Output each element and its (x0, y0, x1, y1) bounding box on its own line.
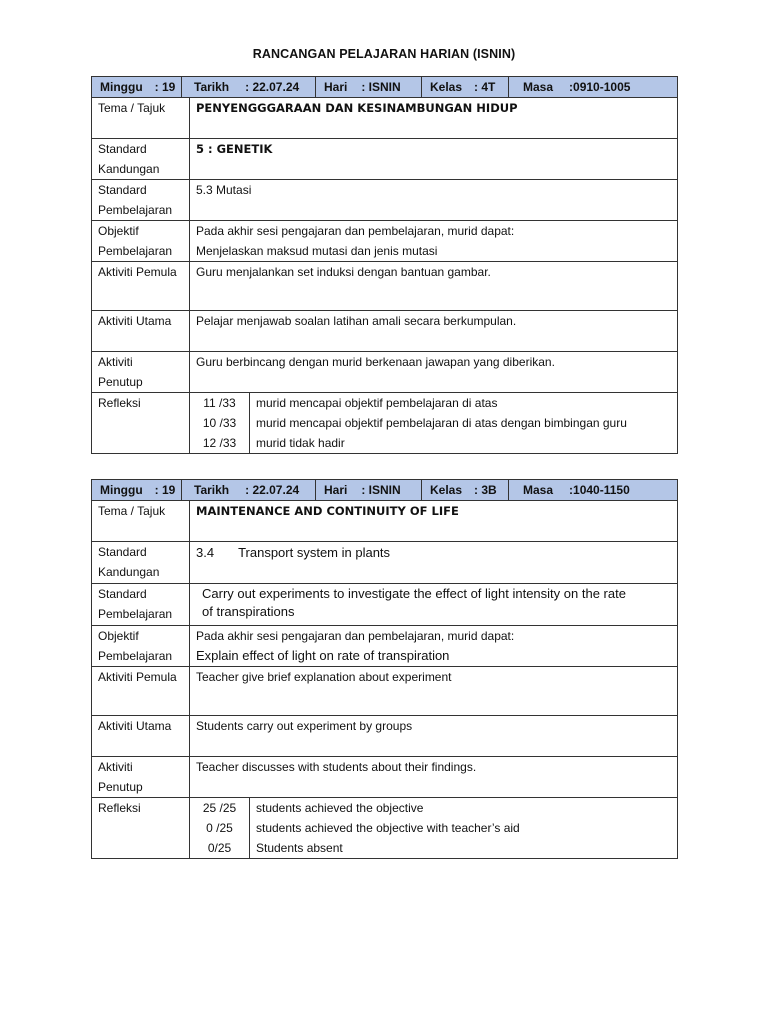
standard-pembelajaran-value: Carry out experiments to investigate the effect of light intensity on the rate of transpirations (190, 584, 678, 626)
masa-cell (509, 77, 677, 97)
hari-cell (316, 480, 422, 500)
masa-value: :0910-1005 (569, 79, 631, 94)
aktiviti-pemula-value: Guru menjalankan set induksi dengan bantuan gambar. (190, 262, 678, 311)
tarikh-cell (182, 480, 316, 500)
minggu-value: : 19 (154, 482, 176, 497)
lesson-plan-table-1 (91, 76, 678, 454)
refleksi-row (92, 393, 678, 454)
aktiviti-penutup-label: Aktiviti Penutup (92, 352, 190, 393)
tarikh-cell (182, 77, 316, 97)
tema-label: Tema / Tajuk (92, 501, 190, 542)
tarikh-label: Tarikh (194, 482, 230, 497)
aktiviti-pemula-row (92, 667, 678, 716)
refleksi-label: Refleksi (92, 798, 190, 859)
header-row (92, 480, 678, 501)
tema-value: PENYENGGGARAAN DAN KESINAMBUNGAN HIDUP (190, 98, 678, 139)
masa-value: :1040-1150 (569, 482, 630, 497)
refleksi-count: 0/25 (207, 841, 232, 855)
standard-pembelajaran-label: Standard Pembelajaran (92, 584, 190, 626)
kelas-label: Kelas (430, 79, 463, 94)
standard-kandungan-value: 5 : GENETIK (190, 139, 678, 180)
refleksi-descriptions (250, 393, 678, 454)
aktiviti-utama-row (92, 716, 678, 757)
minggu-cell (92, 77, 182, 97)
objektif-value: Pada akhir sesi pengajaran dan pembelajaran, murid dapat: Menjelaskan maksud mutasi dan jenis mutasi (190, 221, 678, 262)
hari-label: Hari (324, 482, 348, 497)
refleksi-count: 12 /33 (202, 436, 237, 450)
tarikh-value: : 22.07.24 (245, 482, 300, 497)
standard-kandungan-label: Standard Kandungan (92, 542, 190, 584)
header-row (92, 77, 678, 98)
standard-kandungan-label: Standard Kandungan (92, 139, 190, 180)
kelas-value: : 3B (474, 482, 497, 497)
tema-row (92, 501, 678, 542)
aktiviti-utama-value: Students carry out experiment by groups (190, 716, 678, 757)
aktiviti-pemula-value: Teacher give brief explanation about experiment (190, 667, 678, 716)
refleksi-desc: students achieved the objective (256, 801, 424, 815)
refleksi-desc: murid tidak hadir (256, 436, 345, 450)
hari-value: : ISNIN (361, 482, 401, 497)
masa-label: Masa (523, 79, 554, 94)
hari-label: Hari (324, 79, 348, 94)
minggu-label: Minggu (100, 482, 143, 497)
tarikh-value: : 22.07.24 (245, 79, 300, 94)
tarikh-label: Tarikh (194, 79, 230, 94)
kelas-cell (422, 480, 509, 500)
standard-pembelajaran-value: 5.3 Mutasi (190, 180, 678, 221)
masa-label: Masa (523, 482, 554, 497)
refleksi-desc: Students absent (256, 841, 343, 855)
aktiviti-utama-label: Aktiviti Utama (92, 311, 190, 352)
refleksi-counts (190, 798, 250, 859)
refleksi-label: Refleksi (92, 393, 190, 454)
aktiviti-pemula-label: Aktiviti Pemula (92, 262, 190, 311)
aktiviti-utama-value: Pelajar menjawab soalan latihan amali secara berkumpulan. (190, 311, 678, 352)
standard-kandungan-row (92, 542, 678, 584)
standard-pembelajaran-row (92, 584, 678, 626)
refleksi-row (92, 798, 678, 859)
aktiviti-penutup-label: Aktiviti Penutup (92, 757, 190, 798)
minggu-cell (92, 480, 182, 500)
aktiviti-penutup-value: Teacher discusses with students about their findings. (190, 757, 678, 798)
refleksi-descriptions (250, 798, 678, 859)
objektif-value: Pada akhir sesi pengajaran dan pembelajaran, murid dapat: Explain effect of light on rate of transpiration (190, 626, 678, 667)
aktiviti-utama-label: Aktiviti Utama (92, 716, 190, 757)
hari-value: : ISNIN (361, 79, 401, 94)
standard-kandungan-row (92, 139, 678, 180)
aktiviti-penutup-row (92, 352, 678, 393)
aktiviti-utama-row (92, 311, 678, 352)
objektif-label: Objektif Pembelajaran (92, 626, 190, 667)
refleksi-count: 11 /33 (203, 396, 236, 410)
kelas-value: : 4T (474, 79, 496, 94)
tema-value: MAINTENANCE AND CONTINUITY OF LIFE (190, 501, 678, 542)
refleksi-desc: murid mencapai objektif pembelajaran di atas (256, 396, 498, 410)
tema-label: Tema / Tajuk (92, 98, 190, 139)
refleksi-desc: murid mencapai objektif pembelajaran di atas dengan bimbingan guru (256, 416, 627, 430)
minggu-label: Minggu (100, 79, 143, 94)
refleksi-count: 25 /25 (202, 801, 237, 815)
lesson-plan-table-2 (91, 479, 678, 859)
objektif-label: Objektif Pembelajaran (92, 221, 190, 262)
minggu-value: : 19 (154, 79, 176, 94)
kelas-cell (422, 77, 509, 97)
aktiviti-penutup-row (92, 757, 678, 798)
standard-kandungan-text: Transport system in plants (238, 545, 391, 560)
refleksi-count: 10 /33 (202, 416, 237, 430)
refleksi-count: 0 /25 (206, 821, 233, 835)
standard-kandungan-number: 3.4 (196, 545, 215, 560)
kelas-label: Kelas (430, 482, 463, 497)
standard-kandungan-value (190, 542, 678, 584)
aktiviti-penutup-value: Guru berbincang dengan murid berkenaan jawapan yang diberikan. (190, 352, 678, 393)
aktiviti-pemula-label: Aktiviti Pemula (92, 667, 190, 716)
masa-cell (509, 480, 677, 500)
document-title: RANCANGAN PELAJARAN HARIAN (ISNIN) (252, 47, 516, 61)
refleksi-desc: students achieved the objective with teacher’s aid (256, 821, 520, 835)
standard-pembelajaran-label: Standard Pembelajaran (92, 180, 190, 221)
refleksi-counts (190, 393, 250, 454)
aktiviti-pemula-row (92, 262, 678, 311)
tema-row (92, 98, 678, 139)
objektif-row (92, 221, 678, 262)
objektif-row (92, 626, 678, 667)
standard-pembelajaran-row (92, 180, 678, 221)
hari-cell (316, 77, 422, 97)
